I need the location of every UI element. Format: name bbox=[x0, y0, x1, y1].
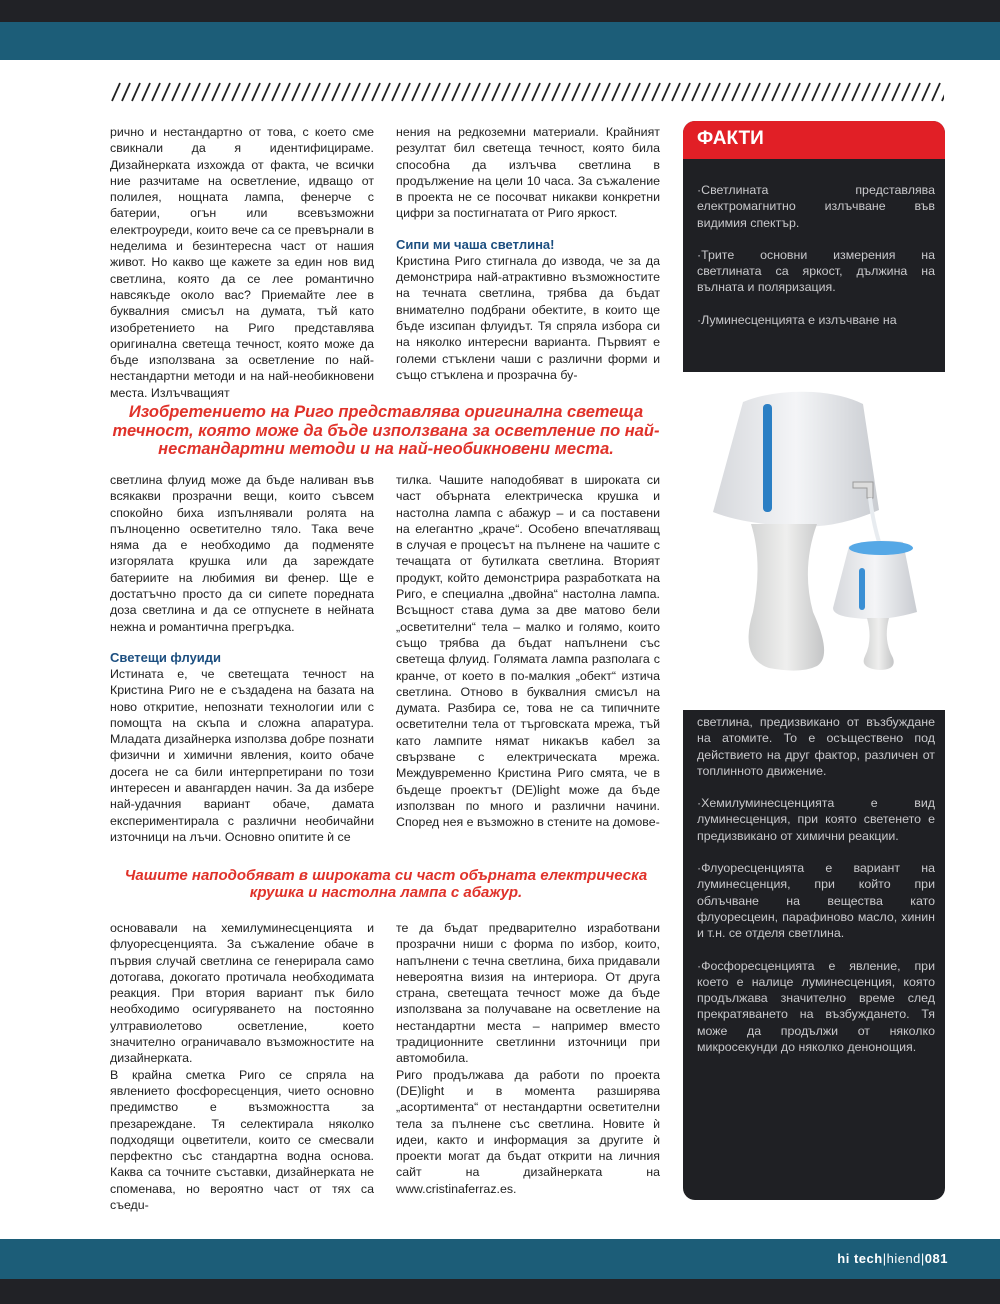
diagonal-stripes-divider bbox=[108, 82, 944, 102]
section-heading: Светещи флуиди bbox=[110, 649, 222, 665]
article-paragraph: светлина флуид може да бъде наливан във всякакви прозрачни вещи, които съвсем спокойно биха изпълнявали ролята на пълноценно осветително тяло. Така вече няма да е необходимо да подменяте изгорялата крушка или да зареждате батериите на любимия ви фенер. Ще е достатъчно просто да си сипете поредната доза светлина и да се отпуснете в нейната нежна и романтична прегръдка. bbox=[110, 473, 374, 634]
stripe-line bbox=[772, 83, 780, 101]
lamp-photo bbox=[683, 372, 945, 710]
stripe-line bbox=[542, 83, 550, 101]
stripe-line bbox=[282, 83, 290, 101]
stripe-line bbox=[442, 83, 450, 101]
stripe-line bbox=[762, 83, 770, 101]
stripe-line bbox=[612, 83, 620, 101]
footer-separator: | bbox=[920, 1251, 925, 1266]
stripe-line bbox=[352, 83, 360, 101]
stripe-line bbox=[662, 83, 670, 101]
stripe-line bbox=[642, 83, 650, 101]
glowing-liquid bbox=[849, 541, 913, 555]
stripe-line bbox=[532, 83, 540, 101]
stripe-line bbox=[702, 83, 710, 101]
stripe-line bbox=[882, 83, 890, 101]
stripe-line bbox=[362, 83, 370, 101]
stripe-line bbox=[902, 83, 910, 101]
stripe-line bbox=[842, 83, 850, 101]
small-lamp-stem bbox=[864, 618, 894, 670]
stripe-line bbox=[192, 83, 200, 101]
light-level-indicator bbox=[763, 404, 772, 512]
article-paragraph: рично и нестандартно от това, с което сме свикнали да я идентифицираме. Дизайнерката изхожда от факта, че всички ние разчитаме на осветление, идващо от полилея, нощната лампа, фенерче с батерии, огън или всевъзможни електроуреди, които вече са се превърнали в неделима и безинтересна част от нашия живот. Но какво ще кажете за един нов вид светлина, която да се лее романтично навсякъде около вас? Приемайте лее в буквалния смисъл на думата, тъй като изобретението на Риго представлява оригинална светеща течност, която може да бъде използвана за осветление по най-нестандартни методи и на най-необикновени места. Излъчващият bbox=[110, 125, 374, 400]
top-dark-bar bbox=[0, 0, 1000, 22]
article-paragraph: те да бъдат предварително изработвани прозрачни ниши с форма по избор, които, напълнени с течна светлина, биха придавали невероятна визия на интериора. От друга страна, светещата течност може да бъде използвана за получаване на осветление на нестандартни места – например вместо традиционните светлинни източници при автомобила. bbox=[396, 921, 660, 1066]
stripe-line bbox=[142, 83, 150, 101]
stripe-line bbox=[522, 83, 530, 101]
article-col2-bottom bbox=[396, 920, 660, 1197]
stripe-line bbox=[222, 83, 230, 101]
stripe-line bbox=[252, 83, 260, 101]
stripe-line bbox=[932, 83, 940, 101]
stripe-line bbox=[242, 83, 250, 101]
stripe-line bbox=[622, 83, 630, 101]
stripe-line bbox=[482, 83, 490, 101]
stripe-line bbox=[802, 83, 810, 101]
stripe-line bbox=[942, 83, 944, 101]
top-teal-bar bbox=[0, 22, 1000, 60]
stripe-line bbox=[832, 83, 840, 101]
fact-item: светлина, предизвикано от възбуждане на атомите. То е осъществено под действието на друг фактор, различен от топлинното движение. bbox=[697, 715, 935, 778]
stripe-line bbox=[792, 83, 800, 101]
stripe-line bbox=[112, 83, 120, 101]
stripe-line bbox=[292, 83, 300, 101]
big-lamp-shade bbox=[713, 392, 879, 527]
article-paragraph: Риго продължава да работи по проекта (DE)light и в момента разширява „асортимента“ от нестандартни осветителни тела за пълнене със светлина. Новите ѝ идеи, както и информация за другите ѝ проекти могат да бъдат открити на личния сайт на дизайнерката на www.cristinaferraz.es. bbox=[396, 1067, 660, 1196]
small-light-indicator bbox=[859, 568, 865, 610]
stripe-line bbox=[372, 83, 380, 101]
article-col1-bottom bbox=[110, 920, 374, 1213]
article-paragraph: нения на редкоземни материали. Крайният резултат бил светеща течност, която била способна да излъчва светлина в продължение на цели 10 часа. За съжаление в проекта не се посочват никакви конкретни цифри за постигнатата от Риго яркост. bbox=[396, 125, 660, 221]
stripe-line bbox=[912, 83, 920, 101]
stripe-line bbox=[312, 83, 320, 101]
stripe-line bbox=[812, 83, 820, 101]
stripe-line bbox=[392, 83, 400, 101]
facts-title: ФАКТИ bbox=[697, 128, 764, 149]
stripe-line bbox=[172, 83, 180, 101]
stripe-line bbox=[892, 83, 900, 101]
stripe-line bbox=[262, 83, 270, 101]
stripe-line bbox=[452, 83, 460, 101]
stripe-line bbox=[582, 83, 590, 101]
stripe-line bbox=[872, 83, 880, 101]
stripe-line bbox=[272, 83, 280, 101]
stripe-line bbox=[202, 83, 210, 101]
stripe-line bbox=[382, 83, 390, 101]
stripe-line bbox=[402, 83, 410, 101]
stripe-line bbox=[552, 83, 560, 101]
fact-item: ·Флуоресценцията е вариант на луминесценция, при който при облъчване на вещества като флуоресцеин, парафиново масло, хинин и т.н. се отделя светлина. bbox=[697, 861, 935, 941]
section-heading: Сипи ми чаша светлина! bbox=[396, 236, 555, 252]
stripe-line bbox=[682, 83, 690, 101]
stripe-line bbox=[322, 83, 330, 101]
magazine-name: hi tech bbox=[837, 1251, 883, 1266]
stripe-line bbox=[512, 83, 520, 101]
page-number: 081 bbox=[924, 1251, 948, 1266]
stripe-line bbox=[122, 83, 130, 101]
stripe-line bbox=[572, 83, 580, 101]
stripe-line bbox=[232, 83, 240, 101]
fact-item: ·Трите основни измерения на светлината са яркост, дължина на вълната и поляризация. bbox=[697, 247, 935, 295]
stripe-line bbox=[712, 83, 720, 101]
stripe-line bbox=[132, 83, 140, 101]
stripe-line bbox=[422, 83, 430, 101]
stripe-line bbox=[152, 83, 160, 101]
facts-list-bottom bbox=[697, 714, 935, 1071]
stripe-line bbox=[502, 83, 510, 101]
stripe-line bbox=[342, 83, 350, 101]
lamp-image-icon bbox=[683, 372, 945, 710]
stripe-line bbox=[182, 83, 190, 101]
fact-item: ·Луминесценцията е излъчване на bbox=[697, 312, 897, 327]
stripe-line bbox=[692, 83, 700, 101]
stripe-line bbox=[332, 83, 340, 101]
article-paragraph: Кристина Риго стигнала до извода, че за да демонстрира най-атрактивно възможностите на течната светлина, трябва да бъдат внимателно подбрани обектите, в които ще бъде изсипан флуидът. Тя спряла избора си на няколко интересни варианта. Първият е големи стъклени чаши с различни форми и също стъклена и прозрачна бу- bbox=[396, 253, 660, 382]
bottom-dark-bar bbox=[0, 1279, 1000, 1304]
big-lamp-stem bbox=[749, 524, 825, 671]
stripe-line bbox=[432, 83, 440, 101]
stripe-line bbox=[822, 83, 830, 101]
stripe-line bbox=[472, 83, 480, 101]
stripe-line bbox=[852, 83, 860, 101]
stripe-line bbox=[632, 83, 640, 101]
stripe-line bbox=[492, 83, 500, 101]
stripe-line bbox=[862, 83, 870, 101]
stripe-line bbox=[652, 83, 660, 101]
article-paragraph: тилка. Чашите наподобяват в широката си част обърната електрическа крушка и настолна лампа с абажур – и са поставени на елегантно „краче“. Особено впечатляващ в случая е процесът на пълнене на чашите с течащата от бутилката светлина. Вторият продукт, който демонстрира разработката на Риго, е специална „двойна“ настолна лампа. Всъщност става дума за две матово бели „осветителни“ тела – малко и голямо, които също трябва да бъдат напълнени със светеща флуид. Голямата лампа разполага с кранче, от което в по-малкия „обект“ изтича светлина. Отново в буквалния смисъл на думата. Разбира се, това не са типичните осветителни тела от търговската мрежа, тъй като лампите нямат никакъв кабел за свързване с електрическата мрежа. Междувременно Кристина Риго смята, че в бъдеще проектът (DE)light може да бъде използван по много и различни начини. Според нея е възможно в стените на домове- bbox=[396, 473, 660, 830]
stripe-line bbox=[412, 83, 420, 101]
stripe-line bbox=[782, 83, 790, 101]
stripe-line bbox=[742, 83, 750, 101]
stripe-line bbox=[212, 83, 220, 101]
fact-item: ·Фосфоресценцията е явление, при което е налице луминесценция, която продължава значително време след прекратяването на възбуждането. Тя може да продължи от няколко микросекунди до няколко денонощия. bbox=[697, 958, 935, 1055]
article-col2-top bbox=[396, 124, 660, 383]
article-col2-mid bbox=[396, 472, 660, 831]
article-paragraph: В крайна сметка Риго се спряла на явлението фосфоресценция, чието основно предимство е възможността за презареждане. Тя селектирала няколко подходящи оцветители, които се смесвали перфектно със стандартна водна основа. Каква са точните съставки, дизайнерката не споменава, но вероятно част от тях са съедu- bbox=[110, 1067, 374, 1213]
stripe-line bbox=[602, 83, 610, 101]
stripe-line bbox=[592, 83, 600, 101]
stripe-line bbox=[732, 83, 740, 101]
article-paragraph: Истината е, че светещата течност на Кристина Риго не е създадена на базата на ново откритие, непознати технологии или с помощта на скъпа и сложна апаратура. Младата дизайнерка използва добре познати физични и химични явления, които обаче досега не са били интерпретирани по този интересен и авангарден начин. За да избере най-удачния вариант обаче, дамата експериментирала с различни необичайни източници на лъчи. Основно опитите ѝ се bbox=[110, 666, 374, 844]
stripe-line bbox=[162, 83, 170, 101]
article-paragraph: основавали на хемилуминесценцията и флуоресценцията. За съжаление обаче в първия случай светлина се генерирала само дотогава, докогато протичала необходимата реакция. При втория вариант пък било необходимо осигуряването на постоянно ултравиолетово осветление, което значително ограничавало възможностите на дизайнерката. bbox=[110, 921, 374, 1066]
fact-item: ·Хемилуминесценцията е вид луминесценция, при която светенето е предизвикано от химични реакции. bbox=[697, 796, 935, 843]
stripe-line bbox=[462, 83, 470, 101]
section-name: hiend bbox=[886, 1251, 921, 1266]
pull-quote: Изобретението на Риго представлява оригинална светеща течност, която може да бъде използвана за осветление по най-нестандартни методи и на най-необикновени места. bbox=[112, 403, 660, 458]
article-col1-top bbox=[110, 124, 374, 401]
facts-list-top bbox=[697, 182, 935, 344]
stripe-line bbox=[722, 83, 730, 101]
fact-item: ·Светлината представлява електромагнитно излъчване във видимия спектър. bbox=[697, 183, 935, 230]
pull-quote: Чашите наподобяват в широката си част обърната електрическа крушка и настолна лампа с абажур. bbox=[124, 867, 648, 901]
stripe-line bbox=[562, 83, 570, 101]
stripe-line bbox=[672, 83, 680, 101]
stripe-line bbox=[922, 83, 930, 101]
page-footer bbox=[837, 1250, 948, 1268]
stripe-line bbox=[302, 83, 310, 101]
footer-separator: | bbox=[882, 1251, 887, 1266]
stripe-line bbox=[752, 83, 760, 101]
article-col1-mid bbox=[110, 472, 374, 845]
